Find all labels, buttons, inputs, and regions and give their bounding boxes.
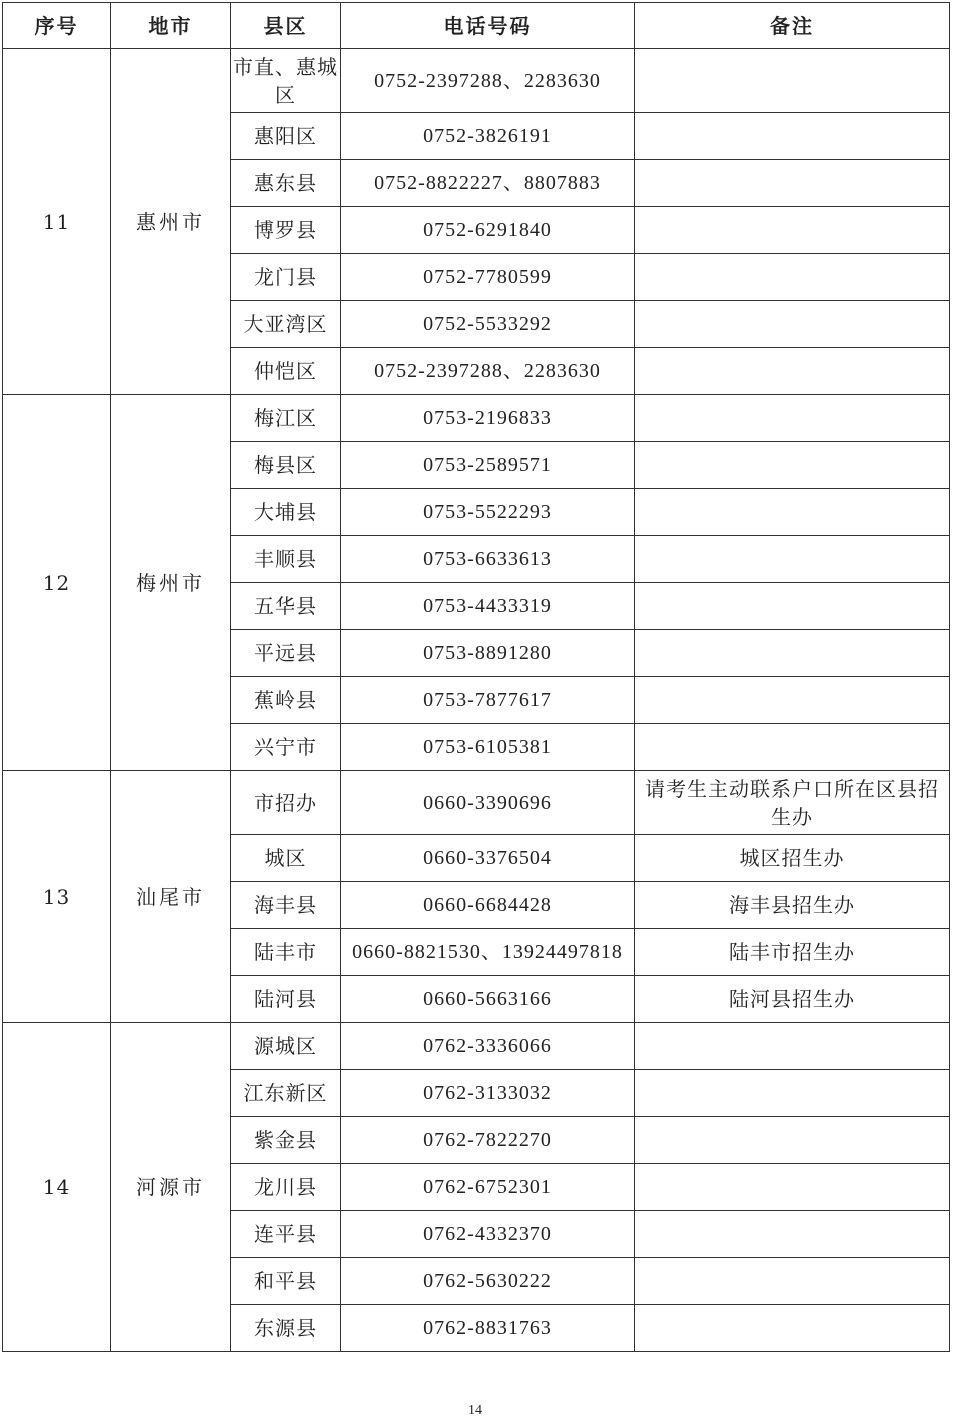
district-cell: 五华县 — [231, 583, 341, 630]
phone-cell: 0660-6684428 — [341, 882, 635, 929]
phone-cell: 0762-8831763 — [341, 1305, 635, 1352]
phone-cell: 0660-3390696 — [341, 771, 635, 835]
note-cell — [635, 301, 950, 348]
header-note: 备注 — [635, 3, 950, 49]
note-cell: 城区招生办 — [635, 835, 950, 882]
phone-cell: 0762-7822270 — [341, 1117, 635, 1164]
district-cell: 源城区 — [231, 1023, 341, 1070]
district-cell: 市直、惠城区 — [231, 49, 341, 113]
group-index-cell: 13 — [3, 771, 111, 1023]
phone-cell: 0660-5663166 — [341, 976, 635, 1023]
header-district: 县区 — [231, 3, 341, 49]
group-city-cell: 梅州市 — [111, 395, 231, 771]
district-cell: 城区 — [231, 835, 341, 882]
group-city-cell: 惠州市 — [111, 49, 231, 395]
note-cell — [635, 536, 950, 583]
phone-cell: 0753-2196833 — [341, 395, 635, 442]
phone-cell: 0752-6291840 — [341, 207, 635, 254]
district-cell: 大亚湾区 — [231, 301, 341, 348]
district-cell: 丰顺县 — [231, 536, 341, 583]
district-cell: 和平县 — [231, 1258, 341, 1305]
district-cell: 龙门县 — [231, 254, 341, 301]
phone-cell: 0753-7877617 — [341, 677, 635, 724]
phone-cell: 0762-3336066 — [341, 1023, 635, 1070]
phone-cell: 0752-3826191 — [341, 113, 635, 160]
phone-cell: 0753-6105381 — [341, 724, 635, 771]
district-cell: 市招办 — [231, 771, 341, 835]
phone-cell: 0753-4433319 — [341, 583, 635, 630]
note-cell — [635, 489, 950, 536]
note-cell — [635, 254, 950, 301]
district-cell: 陆河县 — [231, 976, 341, 1023]
district-cell: 连平县 — [231, 1211, 341, 1258]
district-cell: 惠东县 — [231, 160, 341, 207]
phone-cell: 0753-2589571 — [341, 442, 635, 489]
phone-cell: 0753-5522293 — [341, 489, 635, 536]
note-cell — [635, 630, 950, 677]
phone-cell: 0753-6633613 — [341, 536, 635, 583]
note-cell: 海丰县招生办 — [635, 882, 950, 929]
phone-cell: 0752-5533292 — [341, 301, 635, 348]
phone-cell: 0762-3133032 — [341, 1070, 635, 1117]
note-cell — [635, 207, 950, 254]
phone-cell: 0660-3376504 — [341, 835, 635, 882]
group-city-cell: 河源市 — [111, 1023, 231, 1352]
phone-cell: 0752-2397288、2283630 — [341, 348, 635, 395]
phone-cell: 0752-7780599 — [341, 254, 635, 301]
district-cell: 江东新区 — [231, 1070, 341, 1117]
district-cell: 陆丰市 — [231, 929, 341, 976]
note-cell — [635, 160, 950, 207]
note-cell — [635, 1070, 950, 1117]
district-cell: 大埔县 — [231, 489, 341, 536]
note-cell — [635, 1305, 950, 1352]
district-cell: 龙川县 — [231, 1164, 341, 1211]
phone-cell: 0660-8821530、13924497818 — [341, 929, 635, 976]
group-index-cell: 12 — [3, 395, 111, 771]
phone-cell: 0752-2397288、2283630 — [341, 49, 635, 113]
table-row — [3, 395, 950, 442]
district-cell: 紫金县 — [231, 1117, 341, 1164]
group-index-cell: 11 — [3, 49, 111, 395]
note-cell — [635, 1258, 950, 1305]
district-cell: 兴宁市 — [231, 724, 341, 771]
contact-table — [2, 2, 950, 1352]
district-cell: 蕉岭县 — [231, 677, 341, 724]
note-cell: 请考生主动联系户口所在区县招生办 — [635, 771, 950, 835]
note-cell — [635, 1164, 950, 1211]
phone-cell: 0762-6752301 — [341, 1164, 635, 1211]
phone-cell: 0762-5630222 — [341, 1258, 635, 1305]
district-cell: 博罗县 — [231, 207, 341, 254]
note-cell — [635, 1117, 950, 1164]
phone-cell: 0762-4332370 — [341, 1211, 635, 1258]
note-cell — [635, 1211, 950, 1258]
note-cell — [635, 49, 950, 113]
district-cell: 梅江区 — [231, 395, 341, 442]
note-cell — [635, 113, 950, 160]
table-row — [3, 1023, 950, 1070]
phone-cell: 0753-8891280 — [341, 630, 635, 677]
table-row — [3, 771, 950, 835]
district-cell: 仲恺区 — [231, 348, 341, 395]
table-row — [3, 49, 950, 113]
district-cell: 东源县 — [231, 1305, 341, 1352]
note-cell: 陆河县招生办 — [635, 976, 950, 1023]
note-cell — [635, 395, 950, 442]
note-cell: 陆丰市招生办 — [635, 929, 950, 976]
header-city: 地市 — [111, 3, 231, 49]
note-cell — [635, 1023, 950, 1070]
group-index-cell: 14 — [3, 1023, 111, 1352]
district-cell: 惠阳区 — [231, 113, 341, 160]
district-cell: 海丰县 — [231, 882, 341, 929]
district-cell: 梅县区 — [231, 442, 341, 489]
header-row — [3, 3, 950, 49]
note-cell — [635, 724, 950, 771]
table-body — [3, 49, 950, 1352]
group-city-cell: 汕尾市 — [111, 771, 231, 1023]
header-phone: 电话号码 — [341, 3, 635, 49]
note-cell — [635, 442, 950, 489]
header-index: 序号 — [3, 3, 111, 49]
page-number: 14 — [468, 1403, 482, 1418]
phone-cell: 0752-8822227、8807883 — [341, 160, 635, 207]
note-cell — [635, 348, 950, 395]
district-cell: 平远县 — [231, 630, 341, 677]
note-cell — [635, 677, 950, 724]
note-cell — [635, 583, 950, 630]
